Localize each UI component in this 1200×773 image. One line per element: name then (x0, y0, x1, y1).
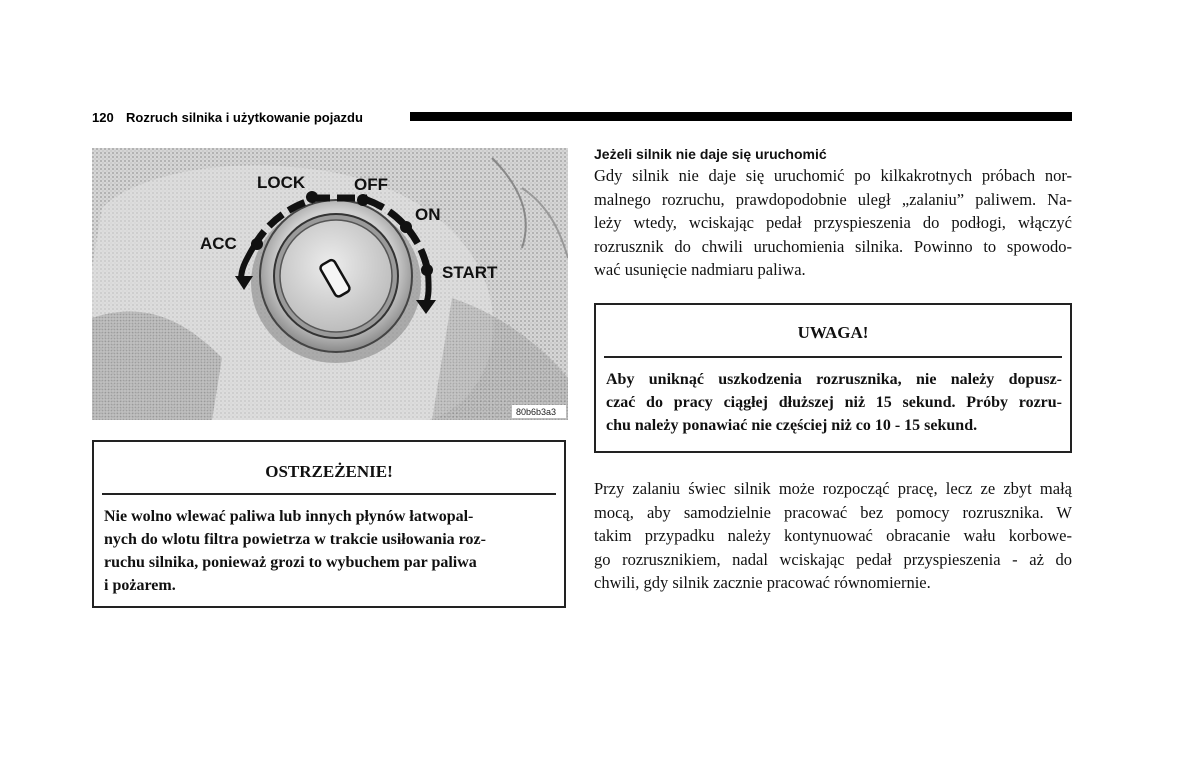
warning-line: Nie wolno wlewać paliwa lub innych płynów łatwopal- (104, 508, 474, 525)
text-line: takim przypadku należy kontynuować obracanie wału korbowe- (594, 526, 1072, 545)
paragraph-after-caution (594, 477, 1072, 595)
section-title: Rozruch silnika i użytkowanie pojazdu (126, 110, 363, 125)
warning-title: OSTRZEŻENIE! (265, 462, 393, 481)
text-line: leży wtedy, wciskając pedał przyspieszenia do podłogi, włączyć (594, 213, 1072, 232)
text-line: go rozrusznikiem, nadal wciskając pedał przyspieszenia - aż do (594, 549, 1072, 569)
warning-text (104, 505, 564, 597)
text-line: wać usunięcie nadmiaru paliwa. (594, 260, 806, 279)
text-line: chwili, gdy silnik zacznie pracować równomiernie. (594, 573, 931, 592)
warning-line: ruchu silnika, ponieważ grozi to wybuchem par paliwa (104, 554, 477, 571)
label-start: START (442, 263, 498, 282)
warning-line: i pożarem. (104, 577, 176, 594)
paragraph-after-caution-wrap (594, 477, 1072, 595)
caution-line: chu należy ponawiać nie częściej niż co 10 - 15 sekund. (606, 417, 978, 434)
ignition-switch-figure (92, 148, 568, 420)
warning-box (92, 440, 566, 608)
text-line: mocą, aby samodzielnie pracować bez pomocy rozrusznika. W (594, 502, 1072, 522)
paragraph-flooded-engine (594, 164, 1072, 282)
label-on: ON (415, 205, 441, 224)
page-number: 120 (92, 110, 114, 125)
caution-line: Aby uniknąć uszkodzenia rozrusznika, nie należy dopusz- (606, 371, 1062, 388)
text-line: Przy zalaniu świec silnik może rozpocząć pracę, lecz ze zbyt małą (594, 479, 1072, 498)
label-off: OFF (354, 175, 388, 194)
header-rule-bar (410, 112, 1072, 121)
caution-title: UWAGA! (797, 323, 869, 342)
caution-line: czać do pracy ciągłej dłuższej niż 15 sekund. Próby rozru- (606, 394, 1062, 411)
warning-line: nych do wlotu filtra powietrza w trakcie usiłowania roz- (104, 531, 486, 548)
caution-text (606, 368, 1062, 437)
label-acc: ACC (200, 234, 237, 253)
right-column (594, 146, 1072, 282)
subsection-heading: Jeżeli silnik nie daje się uruchomić (594, 146, 827, 162)
text-line: Gdy silnik nie daje się uruchomić po kilkakrotnych próbach nor- (594, 166, 1072, 185)
text-line: malnego rozruchu, prawdopodobnie uległ „zalaniu” paliwem. Na- (594, 189, 1072, 209)
figure-code: 80b6b3a3 (516, 407, 557, 417)
ignition-switch-illustration (92, 148, 568, 420)
text-line: rozrusznik do chwili uruchomienia silnika. Powinno to spowodo- (594, 236, 1072, 256)
warning-divider (102, 493, 556, 495)
caution-divider (604, 356, 1062, 358)
caution-box (594, 303, 1072, 453)
label-lock: LOCK (257, 173, 306, 192)
page-header (92, 108, 1072, 128)
